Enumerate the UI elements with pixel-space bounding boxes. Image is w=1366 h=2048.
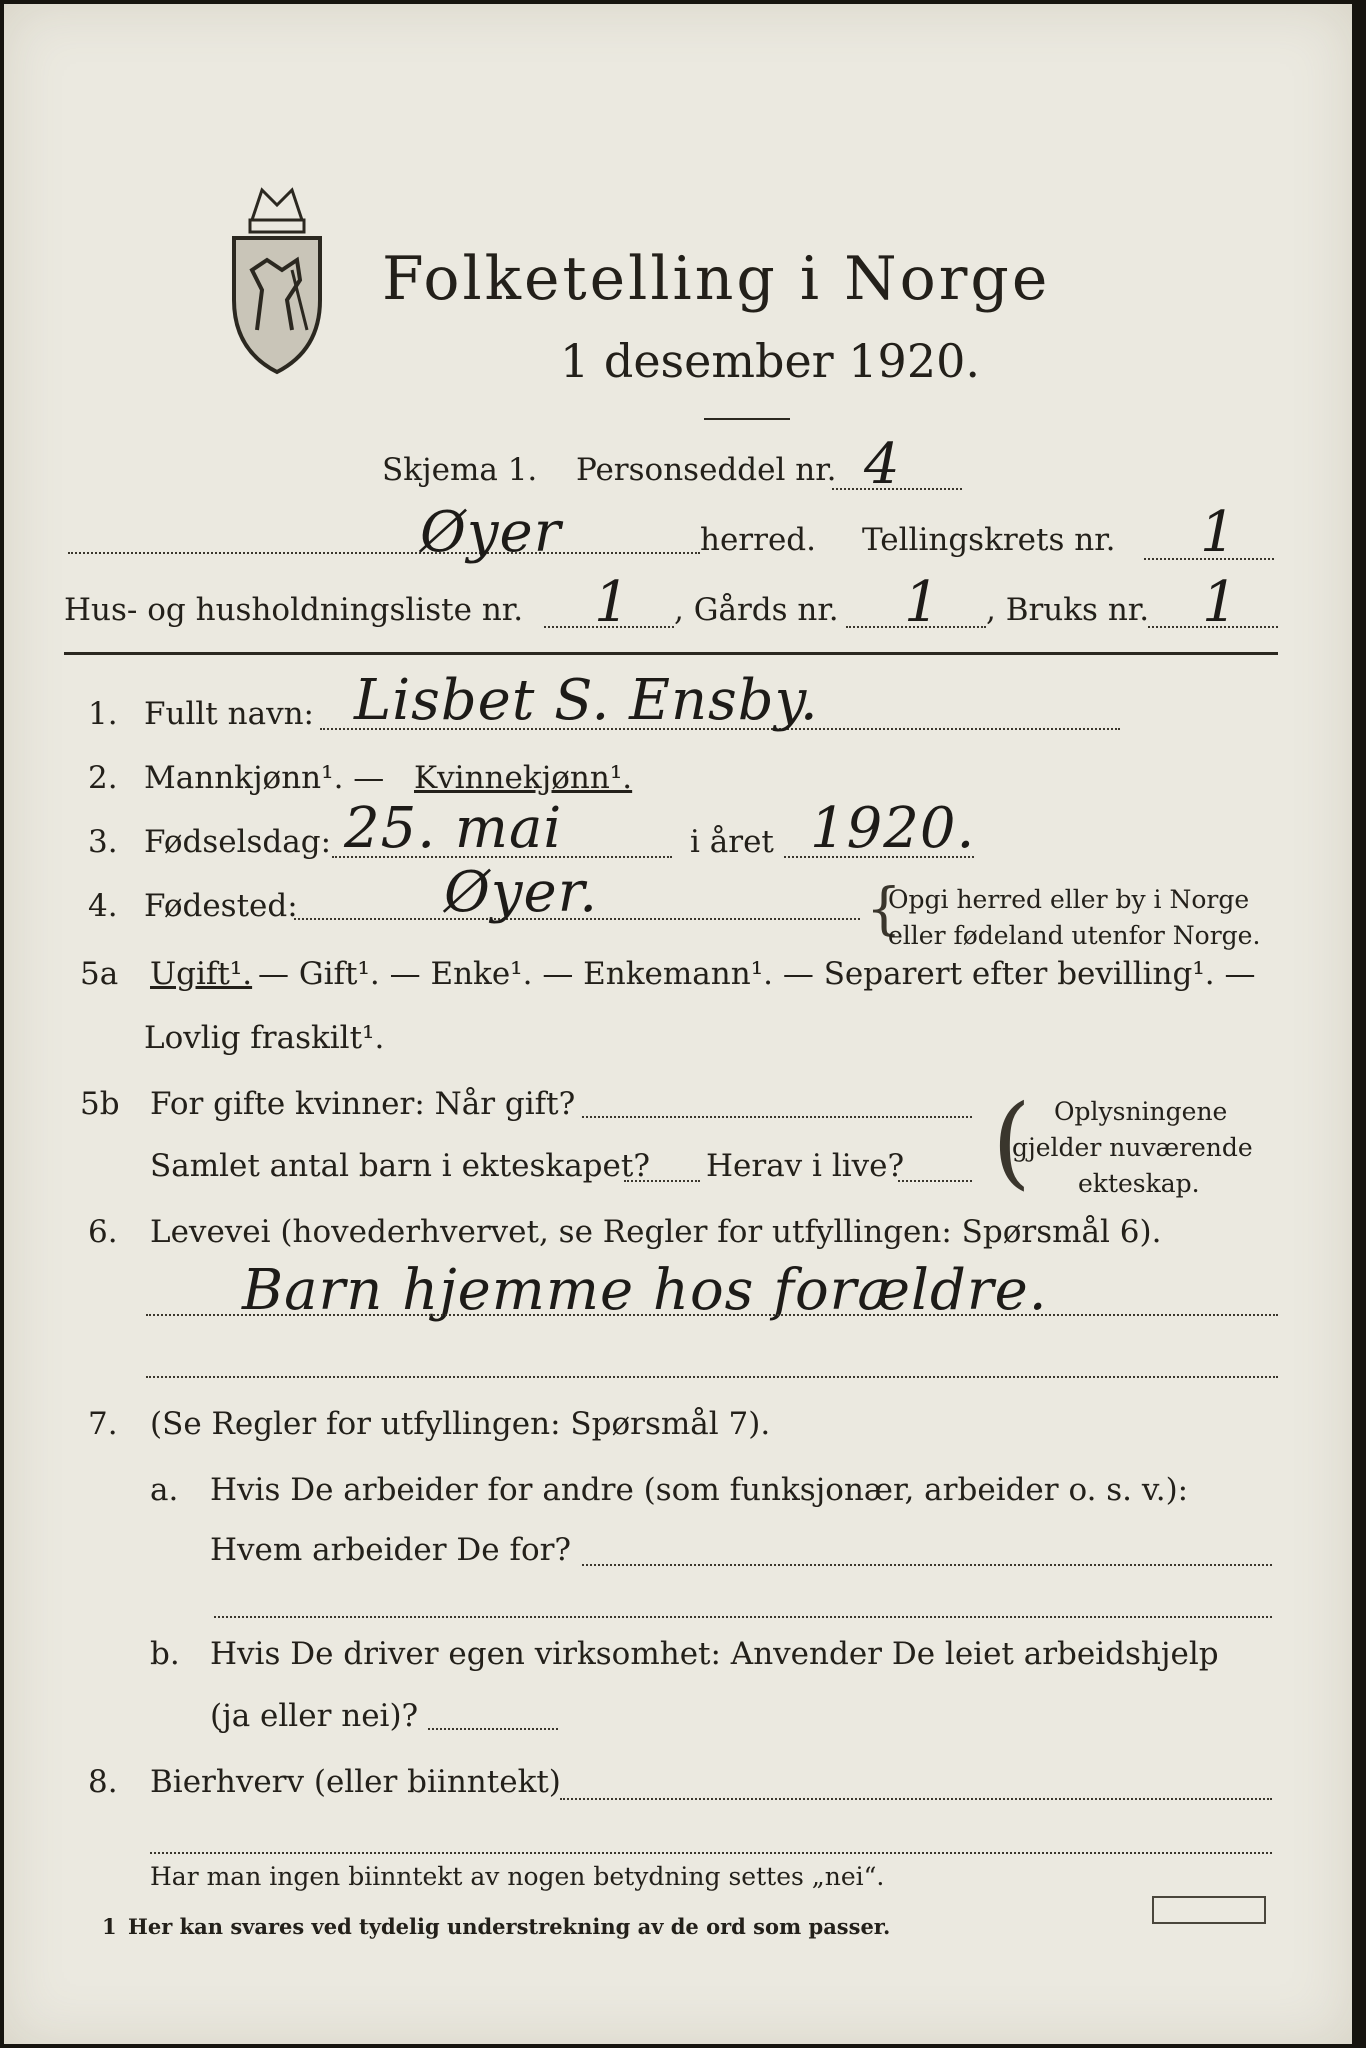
q3-year-value[interactable]: 1920. <box>810 796 976 861</box>
q5b-herav-i-live-field-line[interactable] <box>898 1180 972 1182</box>
q7-label: (Se Regler for utfyllingen: Spørsmål 7). <box>150 1406 771 1442</box>
herred-field-line <box>68 552 700 554</box>
q4-number: 4. <box>88 888 118 924</box>
header-separator <box>64 652 1278 655</box>
q1-number: 1. <box>88 696 118 732</box>
q6-number: 6. <box>88 1214 118 1250</box>
q5b-note-line3: ekteskap. <box>1078 1169 1200 1198</box>
q5a-other-options[interactable]: — Gift¹. — Enke¹. — Enkemann¹. — Separert efter bevilling¹. — <box>258 956 1256 992</box>
q1-label: Fullt navn: <box>144 696 314 732</box>
q7a-field-line-1[interactable] <box>582 1564 1272 1566</box>
q3-aaret-label: i året <box>690 824 774 860</box>
q7a-field-line-2[interactable] <box>214 1616 1272 1618</box>
q5b-note-line1: Oplysningene <box>1054 1097 1228 1126</box>
q4-label: Fødested: <box>144 888 298 924</box>
q7b-label: Hvis De driver egen virksomhet: Anvender De leiet arbeidshjelp <box>210 1636 1219 1672</box>
q7-number: 7. <box>88 1406 118 1442</box>
q5b-naar-gift-field-line[interactable] <box>582 1116 972 1118</box>
footnote-mark: 1 <box>102 1914 117 1939</box>
q5a-ugift[interactable]: Ugift¹. <box>150 956 253 992</box>
q2-mannkjonn[interactable]: Mannkjønn¹. — <box>144 760 385 796</box>
husholdningsliste-value[interactable]: 1 <box>594 570 631 635</box>
q5a-number: 5a <box>80 956 119 992</box>
q4-note-brace: { <box>866 877 902 942</box>
q6-levevei-value[interactable]: Barn hjemme hos forældre. <box>242 1258 1048 1323</box>
q6-field-line-1 <box>146 1314 1278 1316</box>
bruks-label: , Bruks nr. <box>986 592 1150 628</box>
q5b-antal-barn-label: Samlet antal barn i ekteskapet? <box>150 1148 650 1184</box>
footnote-text: Her kan svares ved tydelig understrekning av de ord som passer. <box>128 1914 891 1939</box>
q5b-note-line2: gjelder nuværende <box>1012 1133 1253 1162</box>
q6-label: Levevei (hovederhvervet, se Regler for utfyllingen: Spørsmål 6). <box>150 1214 1162 1250</box>
q8-label: Bierhverv (eller biinntekt) <box>150 1764 561 1800</box>
q7a-hvem-label: Hvem arbeider De for? <box>210 1532 572 1568</box>
q3-label: Fødselsdag: <box>144 824 332 860</box>
norwegian-coat-of-arms-icon <box>222 180 332 380</box>
q8-number: 8. <box>88 1764 118 1800</box>
biinntekt-note: Har man ingen biinntekt av nogen betydning settes „nei“. <box>150 1862 885 1891</box>
q5a-lovlig-fraskilt[interactable]: Lovlig fraskilt¹. <box>144 1020 385 1056</box>
q8-field-line-2[interactable] <box>150 1852 1272 1854</box>
q5b-herav-i-live-label: Herav i live? <box>706 1148 905 1184</box>
q4-note-line2: eller fødeland utenfor Norge. <box>888 921 1261 950</box>
q7b-ja-nei-label: (ja eller nei)? <box>210 1698 419 1734</box>
q4-birthplace-value[interactable]: Øyer. <box>444 860 599 925</box>
tellingskrets-value[interactable]: 1 <box>1200 500 1237 565</box>
q5b-note-brace: ( <box>992 1083 1032 1200</box>
q7a-letter: a. <box>150 1472 179 1508</box>
skjema-label: Skjema 1. <box>382 452 538 488</box>
bruks-value[interactable]: 1 <box>1202 570 1239 635</box>
q1-full-name-value[interactable]: Lisbet S. Ensby. <box>354 668 819 733</box>
q7a-label: Hvis De arbeider for andre (som funksjonær, arbeider o. s. v.): <box>210 1472 1189 1508</box>
q5b-naar-gift-label: For gifte kvinner: Når gift? <box>150 1086 576 1122</box>
q6-field-line-2 <box>146 1376 1278 1378</box>
title-divider <box>704 418 790 420</box>
q5b-antal-barn-field-line[interactable] <box>624 1180 700 1182</box>
q5b-number: 5b <box>80 1086 120 1122</box>
personseddel-label: Personseddel nr. <box>576 452 837 488</box>
q4-note-line1: Opgi herred eller by i Norge <box>888 885 1250 914</box>
personseddel-value[interactable]: 4 <box>864 432 901 497</box>
q2-number: 2. <box>88 760 118 796</box>
q3-birthday-value[interactable]: 25. mai <box>344 796 563 861</box>
tellingskrets-label: Tellingskrets nr. <box>862 522 1116 558</box>
q8-field-line-1[interactable] <box>560 1798 1272 1800</box>
q7b-letter: b. <box>150 1636 180 1672</box>
gards-label: , Gårds nr. <box>674 592 839 628</box>
q2-kvinnekjonn[interactable]: Kvinnekjønn¹. <box>414 760 633 796</box>
herred-label: herred. <box>700 522 816 558</box>
q3-number: 3. <box>88 824 118 860</box>
form-date: 1 desember 1920. <box>560 334 980 388</box>
husholdningsliste-label: Hus- og husholdningsliste nr. <box>64 592 524 628</box>
q7b-field-line[interactable] <box>428 1728 558 1730</box>
herred-value[interactable]: Øyer <box>420 500 562 565</box>
census-form-page <box>4 4 1352 2044</box>
gards-value[interactable]: 1 <box>904 570 941 635</box>
printer-stamp-icon <box>1152 1896 1266 1924</box>
form-title: Folketelling i Norge <box>382 244 1051 314</box>
